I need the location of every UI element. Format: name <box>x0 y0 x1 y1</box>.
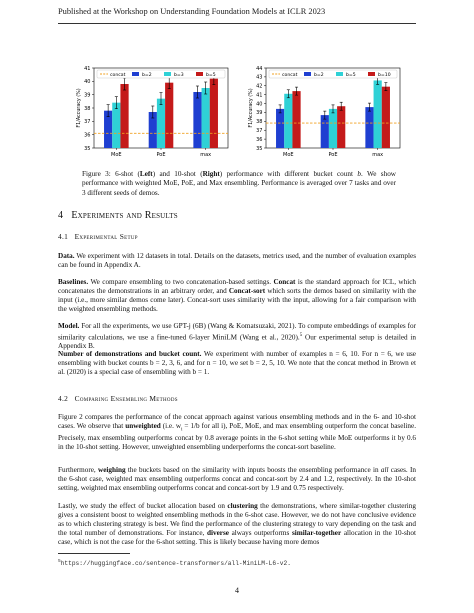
paragraph-text: the demonstrations, where similar-together clustering gives a consistent boost to weighted ensembling methods in the 6-shot case. However, we do not have conclusive evidence as to which clustering strategy is best. We find the performance of the clustering strategy to vary depending on the task and the total number of demonstrations. For instance, <box>58 502 416 537</box>
figure-caption <box>82 170 396 198</box>
legend-label: concat <box>282 72 298 78</box>
math-subscript: i <box>181 427 183 433</box>
bar <box>321 115 329 148</box>
model-paragraph <box>58 322 416 351</box>
y-tick-label: 36 <box>256 136 263 143</box>
legend-label: b=2 <box>314 72 324 78</box>
y-tick-label: 35 <box>84 145 91 152</box>
y-tick-label: 44 <box>256 65 263 72</box>
paragraph-text: For all the experiments, we use GPT-j (6B) (Wang & Komatsuzaki, 2021). To compute embeddings of examples for similarity calculations, we use a fine-tuned 6-layer MiniLM (Wang et al., 2020). <box>58 322 416 342</box>
x-tick-label: PoE <box>156 152 166 158</box>
y-tick-label: 40 <box>84 79 91 86</box>
legend-swatch <box>132 72 139 76</box>
legend-label: b=10 <box>378 72 391 78</box>
paragraph-text: is the standard approach for ICL, which concatenates the demonstrations in an arbitrary order, and <box>58 278 416 295</box>
legend <box>269 70 397 78</box>
footnote-mark: 5 <box>58 559 61 564</box>
y-tick-label: 43 <box>256 74 263 81</box>
legend-label: b=3 <box>174 72 184 78</box>
paragraph-lead: Number of demonstrations and bucket count. <box>58 350 202 358</box>
bar <box>165 83 173 148</box>
caption-label: Figure 3: <box>82 170 111 178</box>
legend-swatch <box>164 72 171 76</box>
paragraph-text: (i.e. w <box>160 422 182 430</box>
subsection-heading <box>58 232 138 241</box>
subsection-title: Comparing Ensembling Methods <box>74 394 178 403</box>
weighing-paragraph <box>58 466 416 493</box>
subsection-title: Experimental Setup <box>74 232 138 241</box>
bar <box>284 94 292 148</box>
italic-term: all <box>380 466 389 474</box>
legend-swatch <box>196 72 203 76</box>
paragraph-text: always outperforms <box>228 529 292 537</box>
bold-term: Concat-sort <box>228 287 266 295</box>
bold-term: Concat <box>273 278 296 286</box>
page-number: 4 <box>235 586 239 595</box>
x-tick-label: MoE <box>111 152 122 158</box>
y-tick-label: 36 <box>84 132 91 139</box>
subsection-number: 4.2 <box>58 394 69 403</box>
legend-label: b=2 <box>142 72 152 78</box>
bar <box>112 103 120 148</box>
paragraph-text: Our experimental setup is detailed in Appendix B. <box>58 333 416 351</box>
bold-term: clustering <box>227 502 258 510</box>
caption-text: ) and 10-shot ( <box>152 170 203 178</box>
bar <box>276 109 284 148</box>
y-tick-label: 39 <box>84 92 91 99</box>
figure-3 <box>70 62 404 167</box>
paragraph-text: cases. In the 6-shot case, weighted max ensembling outperforms concat and concat-sort by 2.4 and 1.2, respectively. In the 10-shot setting, weighted max ensembling outperforms concat and concat-sort by 1.9 and 0.75 respectively. <box>58 466 417 492</box>
bold-term: similar-together <box>291 529 342 537</box>
section-title: Experiments and Results <box>71 210 178 221</box>
legend-label: b=5 <box>346 72 356 78</box>
y-tick-label: 35 <box>256 145 263 152</box>
footnote-url[interactable]: https://huggingface.co/sentence-transformers/all-MiniLM-L6-v2. <box>60 560 291 568</box>
y-tick-label: 37 <box>256 128 263 135</box>
paragraph-lead: Model. <box>58 322 80 330</box>
chart-left <box>70 62 230 167</box>
paragraph-lead: Baselines. <box>58 278 89 286</box>
bold-term: unweighted <box>125 422 161 430</box>
caption-var: b <box>357 170 361 178</box>
y-axis-label: F1/Accuracy (%) <box>249 88 254 128</box>
compare-paragraph <box>58 413 416 452</box>
caption-text: . We show performance with weighted MoE, PoE, and Max ensembling. Performance is averaged over 7 tasks and over 3 different seeds of demos. <box>82 170 396 197</box>
x-tick-label: max <box>200 152 212 158</box>
paragraph-text: the buckets based on the similarity with inputs boosts the ensembling performance in <box>125 466 381 474</box>
y-tick-label: 41 <box>84 65 91 72</box>
chart-left-svg <box>70 62 230 167</box>
paragraph-text: Furthermore, <box>58 466 99 474</box>
data-paragraph <box>58 252 416 270</box>
bold-term: weighing <box>98 466 126 474</box>
caption-right: Right <box>202 170 220 178</box>
legend-swatch <box>304 72 311 76</box>
subsection-heading-2 <box>58 394 178 403</box>
y-tick-label: 40 <box>256 101 263 108</box>
bar <box>157 99 165 148</box>
paragraph-text: allocation in the 10-shot case, which is not the case for the 6-shot setting. This is likely because having more demos <box>58 529 416 546</box>
caption-text: ) performance with different bucket count <box>219 170 358 178</box>
bar <box>210 79 218 148</box>
legend-swatch <box>336 72 343 76</box>
legend <box>97 70 225 78</box>
bar <box>337 106 345 148</box>
paragraph-lead: Data. <box>58 252 75 260</box>
bar <box>292 91 300 148</box>
y-tick-label: 39 <box>256 110 263 117</box>
bar <box>193 92 201 148</box>
legend-label: b=5 <box>206 72 216 78</box>
footnote-marker: 5 <box>299 333 303 338</box>
section-number: 4 <box>58 210 64 221</box>
paragraph-text: = <box>182 422 191 430</box>
caption-left: Left <box>139 170 153 178</box>
section-heading <box>58 210 178 221</box>
bar <box>382 87 390 148</box>
baselines-paragraph <box>58 278 416 314</box>
caption-text: 6-shot ( <box>110 170 140 178</box>
y-tick-label: 38 <box>84 105 91 112</box>
lastly-paragraph <box>58 502 416 547</box>
bar <box>374 80 382 148</box>
chart-right-svg <box>242 62 402 167</box>
y-tick-label: 38 <box>256 119 263 126</box>
paragraph-text: We compare ensembling to two concatenation-based settings. <box>88 278 274 286</box>
bar <box>365 107 373 148</box>
x-tick-label: PoE <box>328 152 338 158</box>
bar <box>202 88 210 148</box>
paragraph-text: which sorts the demos based on similarity with the input (i.e., more similar demos come later). Concat-sort uses similarity with the input, allowing for a fair comparison with the weighted ensembling methods. <box>58 287 416 313</box>
legend-label: concat <box>110 72 126 78</box>
footnote-rule <box>58 553 130 554</box>
y-tick-label: 37 <box>84 119 91 126</box>
chart-right <box>242 62 402 167</box>
bold-term: diverse <box>206 529 229 537</box>
running-header: Published at the Workshop on Understanding Foundation Models at ICLR 2023 <box>58 7 326 16</box>
paragraph-text: We experiment with number of examples n = 6, 10. For n = 6, we use ensembling with bucket counts b = 2, 3, 6, and for n = 10, we set b = 2, 5, 10. We note that the concat method in Brown et al. (2020) is a special case of ensembling with b = 1. <box>58 350 416 376</box>
number-paragraph <box>58 350 416 377</box>
subsection-number: 4.1 <box>58 232 69 241</box>
footnote <box>58 559 291 567</box>
y-tick-label: 42 <box>256 83 263 90</box>
paragraph-text: We experiment with 12 datasets in total. Details on the datasets, metrics used, and the number of evaluation examples can be found in Appendix A. <box>58 252 416 269</box>
paragraph-text: for all i), PoE, MoE, and max ensembling outperform the concat baseline. Precisely, max ensembling outperforms concat by 0.8 average points in the 6-shot setting while MoE outperforms it by 0.6 in the 10-shot setting. However, unweighted ensembling underperforms the concat-sort baseline. <box>58 422 416 452</box>
y-axis-label: F1/Accuracy (%) <box>77 88 82 128</box>
x-tick-label: MoE <box>283 152 294 158</box>
legend-swatch <box>368 72 375 76</box>
paragraph-text: Lastly, we study the effect of bucket allocation based on <box>58 502 228 510</box>
header-rule <box>58 23 416 24</box>
paragraph-text: Figure 2 compares the performance of the concat approach against various ensembling methods and in the 6- and 10-shot cases. We observe that <box>58 413 416 430</box>
bar <box>120 84 128 148</box>
math-fraction: 1/b <box>190 422 200 430</box>
y-tick-label: 41 <box>256 92 263 99</box>
x-tick-label: max <box>372 152 384 158</box>
bar <box>329 109 337 148</box>
